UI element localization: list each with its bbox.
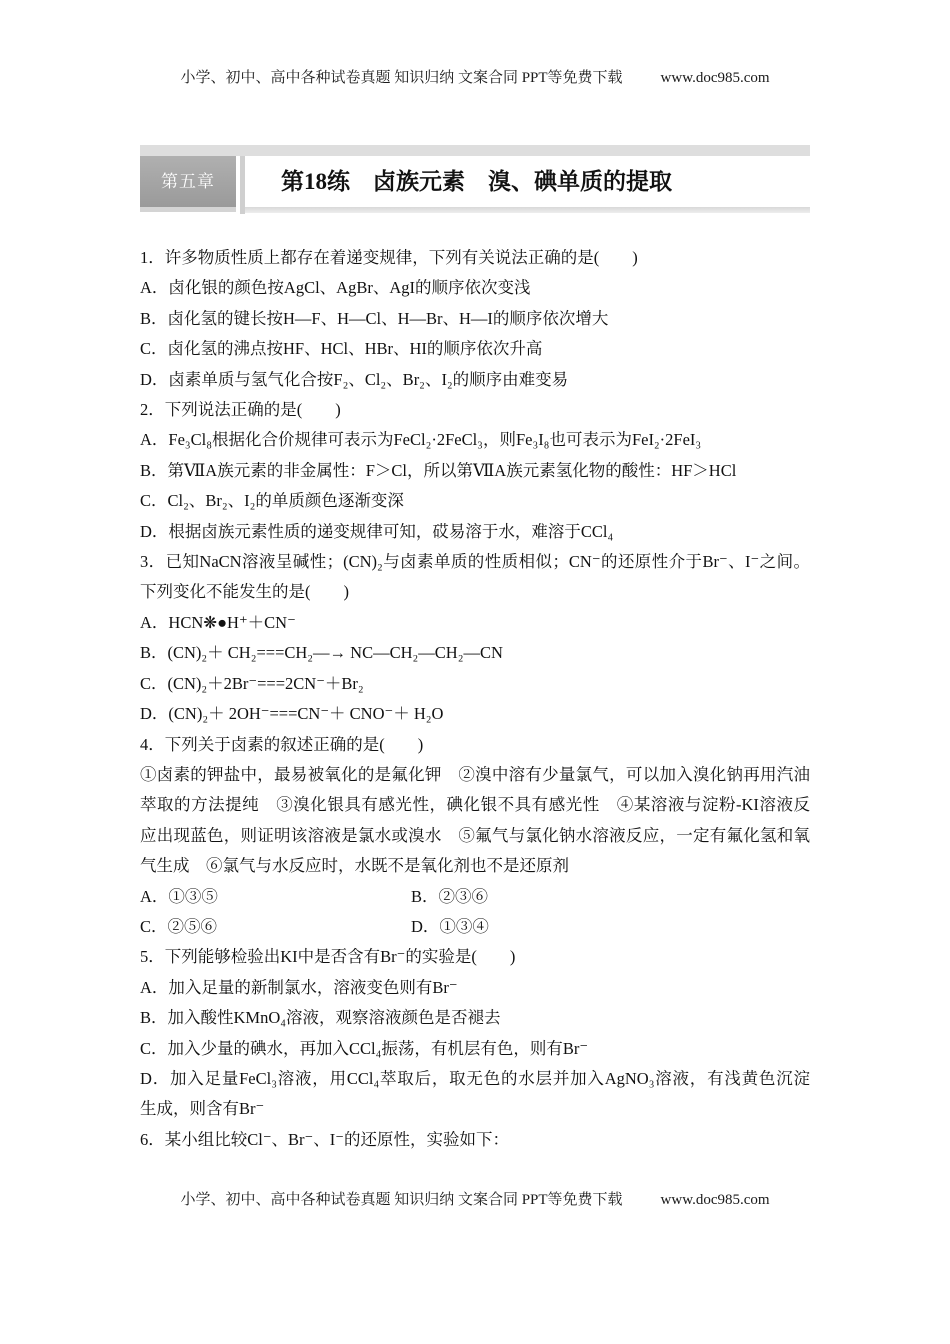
question-4-statements-line-3: 应出现蓝色，则证明该溶液是氯水或溴水 ⑤氟气与氯化钠水溶液反应，一定有氟化氢和氧 bbox=[140, 825, 810, 845]
banner-title-shadow bbox=[245, 207, 810, 213]
question-2 bbox=[140, 395, 810, 547]
question-4-statements-line-4: 气生成 ⑥氯气与水反应时，水既不是氧化剂也不是还原剂 bbox=[140, 856, 569, 876]
question-2-stem: 2．下列说法正确的是( ) bbox=[140, 400, 341, 420]
question-4-option-row-2 bbox=[140, 912, 810, 942]
question-4-option-a: A．①③⑤ bbox=[140, 886, 218, 906]
question-2-option-a: A．Fe₃Cl₈根据化合价规律可表示为FeCl₂·2FeCl₃，则Fe₃I₈也可表示为FeI₂·2FeI₃ bbox=[140, 430, 702, 450]
question-5-option-d-line-2: 生成，则含有Br⁻ bbox=[140, 1099, 265, 1119]
page-title: 第18练 卤族元素 溴、碘单质的提取 bbox=[281, 169, 672, 194]
question-5-option-a: A．加入足量的新制氯水，溶液变色则有Br⁻ bbox=[140, 977, 458, 997]
question-1-option-c: C．卤化氢的沸点按HF、HCl、HBr、HI的顺序依次升高 bbox=[140, 339, 543, 359]
question-6 bbox=[140, 1125, 810, 1155]
question-3-stem-line-1: 3．已知NaCN溶液呈碱性；(CN)₂与卤素单质的性质相似；CN⁻的还原性介于Br⁻、I⁻之间。 bbox=[140, 552, 810, 572]
question-2-option-b: B．第ⅦA族元素的非金属性：F＞Cl，所以第ⅦA族元素氢化物的酸性：HF＞HCl bbox=[140, 460, 737, 480]
question-2-option-c: C．Cl₂、Br₂、I₂的单质颜色逐渐变深 bbox=[140, 491, 404, 511]
question-4-option-row-1 bbox=[140, 882, 810, 912]
question-5-option-c: C．加入少量的碘水，再加入CCl₄振荡，有机层有色，则有Br⁻ bbox=[140, 1038, 589, 1058]
question-1-stem: 1．许多物质性质上都存在着递变规律，下列有关说法正确的是( ) bbox=[140, 248, 638, 267]
question-3-option-d: D．(CN)₂＋ 2OH⁻===CN⁻＋ CNO⁻＋ H₂O bbox=[140, 704, 444, 724]
question-4 bbox=[140, 730, 810, 943]
question-5-stem: 5．下列能够检验出KI中是否含有Br⁻的实验是( ) bbox=[140, 947, 516, 967]
footer-url: www.doc985.com bbox=[660, 1192, 770, 1208]
header-text: 小学、初中、高中各种试卷真题 知识归纳 文案合同 PPT等免费下载 bbox=[180, 70, 623, 86]
question-4-stem: 4．下列关于卤素的叙述正确的是( ) bbox=[140, 734, 424, 754]
question-3-option-c: C．(CN)₂＋2Br⁻===2CN⁻＋Br₂ bbox=[140, 673, 364, 693]
question-3-option-a: A．HCN❋●H⁺＋CN⁻ bbox=[140, 612, 296, 632]
question-4-option-c: C．②⑤⑥ bbox=[140, 916, 218, 936]
question-4-option-b: B．②③⑥ bbox=[411, 886, 489, 906]
chapter-label-shadow bbox=[140, 207, 236, 212]
page-header bbox=[0, 68, 950, 88]
banner-title-area bbox=[245, 156, 810, 207]
question-5-option-b: B．加入酸性KMnO₄溶液，观察溶液颜色是否褪去 bbox=[140, 1008, 501, 1028]
chapter-banner bbox=[140, 145, 810, 215]
question-3 bbox=[140, 547, 810, 729]
question-1 bbox=[140, 243, 810, 395]
question-1-option-d: D．卤素单质与氢气化合按F₂、Cl₂、Br₂、I₂的顺序由难变易 bbox=[140, 369, 569, 389]
question-1-option-b: B．卤化氢的键长按H—F、H—Cl、H—Br、H—I的顺序依次增大 bbox=[140, 308, 609, 328]
question-3-option-b: B．(CN)₂＋ CH₂===CH₂―→ NC—CH₂—CH₂—CN bbox=[140, 643, 503, 663]
question-list bbox=[140, 243, 810, 1155]
footer-text: 小学、初中、高中各种试卷真题 知识归纳 文案合同 PPT等免费下载 bbox=[180, 1192, 623, 1208]
chapter-label: 第五章 bbox=[140, 156, 236, 207]
question-2-option-d: D．根据卤族元素性质的递变规律可知，砹易溶于水，难溶于CCl₄ bbox=[140, 521, 614, 541]
question-3-stem-line-2: 下列变化不能发生的是( ) bbox=[140, 582, 349, 602]
question-5-option-d-line-1: D．加入足量FeCl₃溶液，用CCl₄萃取后，取无色的水层并加入AgNO₃溶液，有浅黄色沉淀 bbox=[140, 1068, 810, 1088]
question-4-statements-line-1: ①卤素的钾盐中，最易被氧化的是氟化钾 ②溴中溶有少量氯气，可以加入溴化钠再用汽油 bbox=[140, 764, 810, 784]
banner-top-strip bbox=[140, 145, 810, 156]
question-1-option-a: A．卤化银的颜色按AgCl、AgBr、AgI的顺序依次变浅 bbox=[140, 278, 531, 298]
question-5 bbox=[140, 942, 810, 1124]
header-url: www.doc985.com bbox=[660, 70, 770, 86]
question-4-statements-line-2: 萃取的方法提纯 ③溴化银具有感光性，碘化银不具有感光性 ④某溶液与淀粉-KI溶液反 bbox=[140, 795, 810, 815]
question-6-stem: 6．某小组比较Cl⁻、Br⁻、I⁻的还原性，实验如下： bbox=[140, 1129, 509, 1149]
page-footer bbox=[0, 1190, 950, 1210]
question-4-option-d: D．①③④ bbox=[411, 916, 489, 936]
